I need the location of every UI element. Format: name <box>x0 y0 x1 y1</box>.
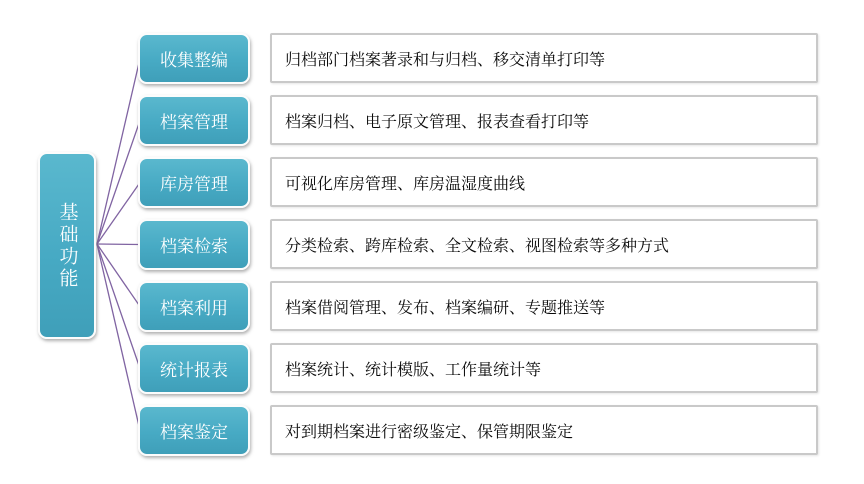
connector-line <box>97 183 140 245</box>
connector-line <box>97 244 140 245</box>
branch-node-label: 统计报表 <box>160 361 228 380</box>
branch-node-4 <box>138 219 250 270</box>
branch-node-label: 档案管理 <box>160 113 228 132</box>
desc-box-6 <box>270 343 818 393</box>
desc-text: 对到期档案进行密级鉴定、保管期限鉴定 <box>285 423 574 441</box>
root-node <box>38 152 96 339</box>
connector-line <box>97 244 140 431</box>
branch-node-1 <box>138 33 250 84</box>
branch-node-5 <box>138 281 250 332</box>
desc-box-3 <box>270 157 818 207</box>
desc-text: 可视化库房管理、库房温湿度曲线 <box>285 175 526 193</box>
desc-box-4 <box>270 219 818 269</box>
connector-line <box>97 244 140 369</box>
desc-box-5 <box>270 281 818 331</box>
branch-node-7 <box>138 405 250 456</box>
branch-node-label: 档案鉴定 <box>160 423 228 442</box>
root-node-label: 基础功能 <box>56 201 78 290</box>
branch-node-label: 库房管理 <box>160 175 228 194</box>
branch-node-2 <box>138 95 250 146</box>
branch-node-label: 收集整编 <box>160 51 228 70</box>
desc-text: 档案借阅管理、发布、档案编研、专题推送等 <box>285 299 606 317</box>
branch-node-6 <box>138 343 250 394</box>
desc-box-2 <box>270 95 818 145</box>
connector-line <box>97 244 140 307</box>
desc-text: 归档部门档案著录和与归档、移交清单打印等 <box>285 51 606 69</box>
branch-node-label: 档案利用 <box>160 299 228 318</box>
desc-text: 档案归档、电子原文管理、报表查看打印等 <box>285 113 590 131</box>
connector-line <box>97 121 140 245</box>
desc-text: 档案统计、统计模版、工作量统计等 <box>285 361 542 379</box>
desc-text: 分类检索、跨库检索、全文检索、视图检索等多种方式 <box>285 237 670 255</box>
desc-box-7 <box>270 405 818 455</box>
desc-box-1 <box>270 33 818 83</box>
branch-node-3 <box>138 157 250 208</box>
branch-node-label: 档案检索 <box>160 237 228 256</box>
connector-line <box>97 59 140 245</box>
